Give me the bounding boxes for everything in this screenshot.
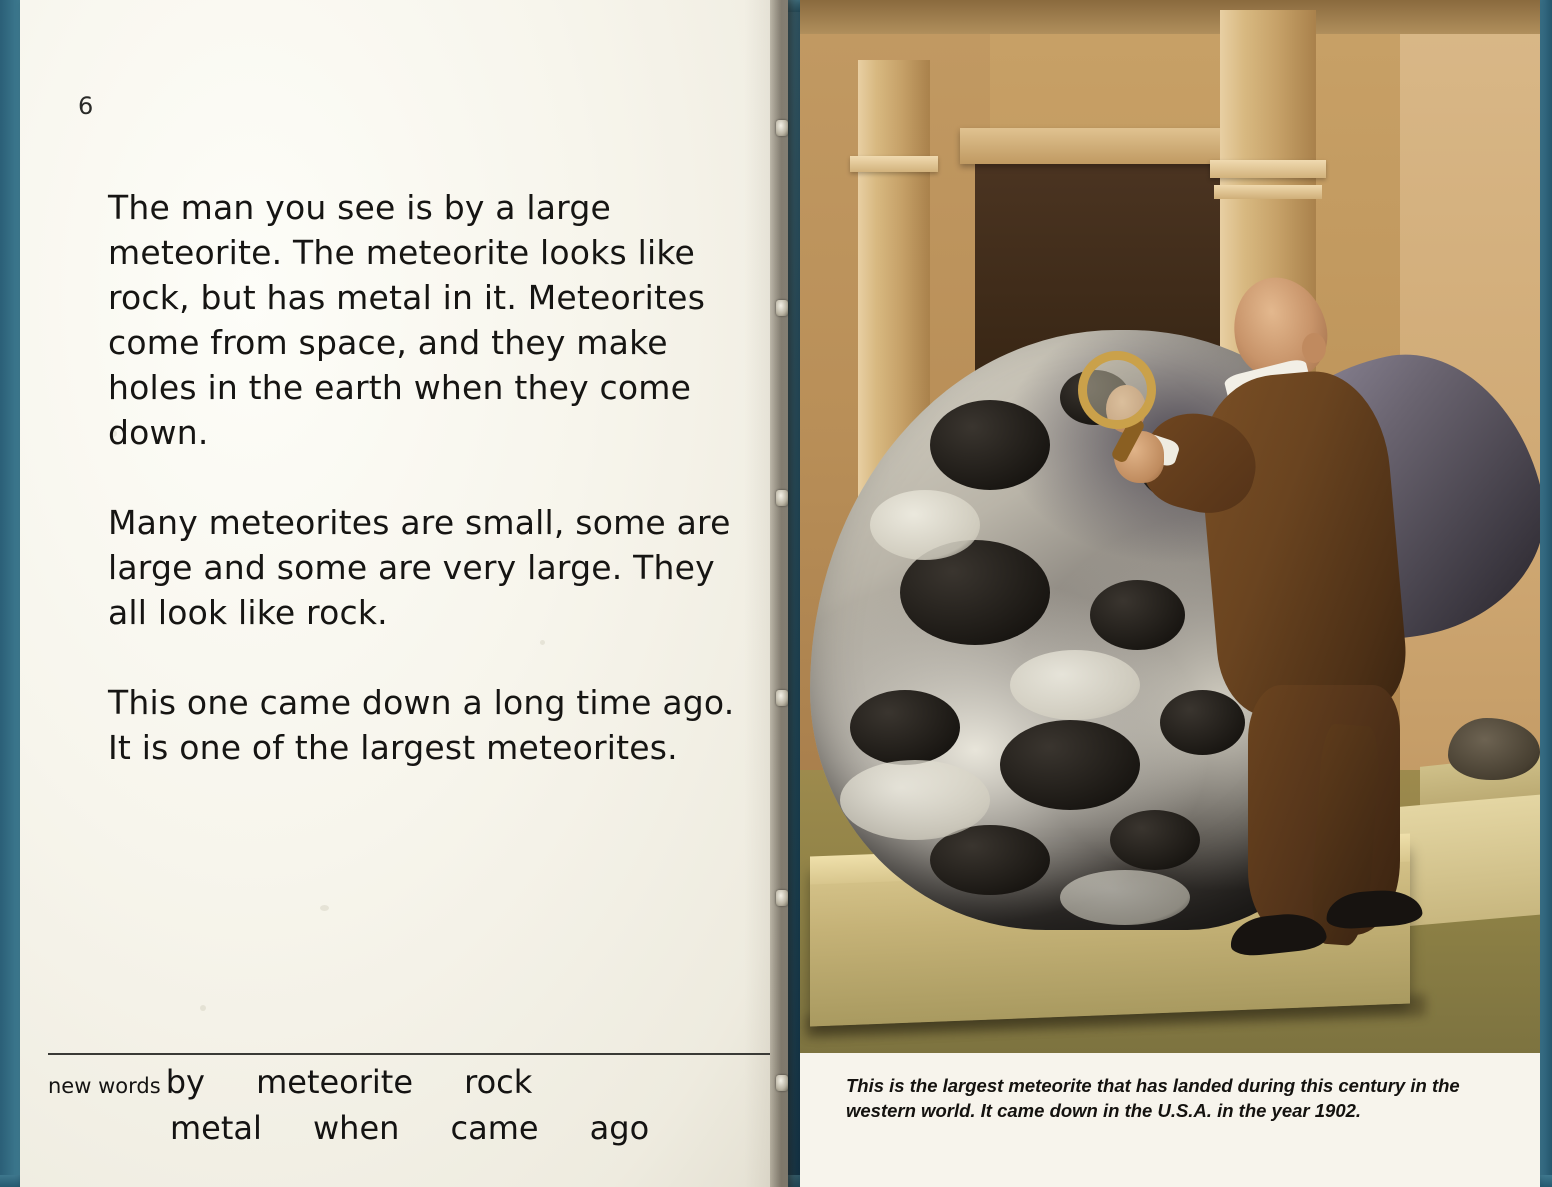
paper-speck [200,1005,206,1011]
new-word: metal [170,1109,262,1147]
staple [776,120,788,136]
man-figure [1130,255,1430,955]
doorway-lintel [960,128,1250,164]
illustration-caption: This is the largest meteorite that has landed during this century in the western world. It came down in the U.S.A. in the year 1902. [846,1075,1460,1121]
meteorite-pit [930,400,1050,490]
new-words-divider [48,1053,770,1055]
staple [776,490,788,506]
new-word: when [313,1109,400,1147]
caption-band [800,1053,1540,1187]
paragraph-3: This one came down a long time ago. It is one of the largest meteorites. [108,683,735,767]
book-spine [770,0,802,1187]
paragraph-2: Many meteorites are small, some are large and some are very large. They all look like rock. [108,503,731,632]
meteorite-illustration [800,0,1540,1053]
new-word: came [450,1109,539,1147]
new-words-label: new words [48,1074,161,1098]
new-word: meteorite [256,1063,414,1101]
pillar-capital [1210,160,1326,178]
meteorite-highlight [1010,650,1140,720]
new-words-row-1 [48,1063,770,1101]
new-words-section [48,1063,770,1147]
staple [776,890,788,906]
museum-ceiling [800,0,1540,34]
paragraph-1: The man you see is by a large meteorite. The meteorite looks like rock, but has metal in it. Meteorites come from space, and they make holes in the earth when they come down. [108,188,706,452]
staple [776,300,788,316]
page-number: 6 [78,92,94,120]
meteorite-pit [850,690,960,765]
meteorite-highlight [840,760,990,840]
meteorite-highlight [870,490,980,560]
meteorite-pit [1000,720,1140,810]
staple [776,1075,788,1091]
cover-edge-left [0,0,22,1187]
staple [776,690,788,706]
new-words-row-2 [48,1109,770,1147]
magnifying-glass-icon [1078,351,1156,429]
man-ear [1302,333,1326,363]
pillar-capital [850,156,938,172]
right-page [800,0,1540,1187]
new-word: ago [589,1109,650,1147]
body-text [108,185,748,770]
man-suit-jacket [1194,365,1411,720]
paper-speck [320,905,329,911]
new-word: by [165,1063,205,1101]
new-word: rock [464,1063,533,1101]
cover-edge-right [1540,0,1552,1187]
left-page [20,0,788,1187]
pillar-capital-secondary [1214,185,1322,199]
